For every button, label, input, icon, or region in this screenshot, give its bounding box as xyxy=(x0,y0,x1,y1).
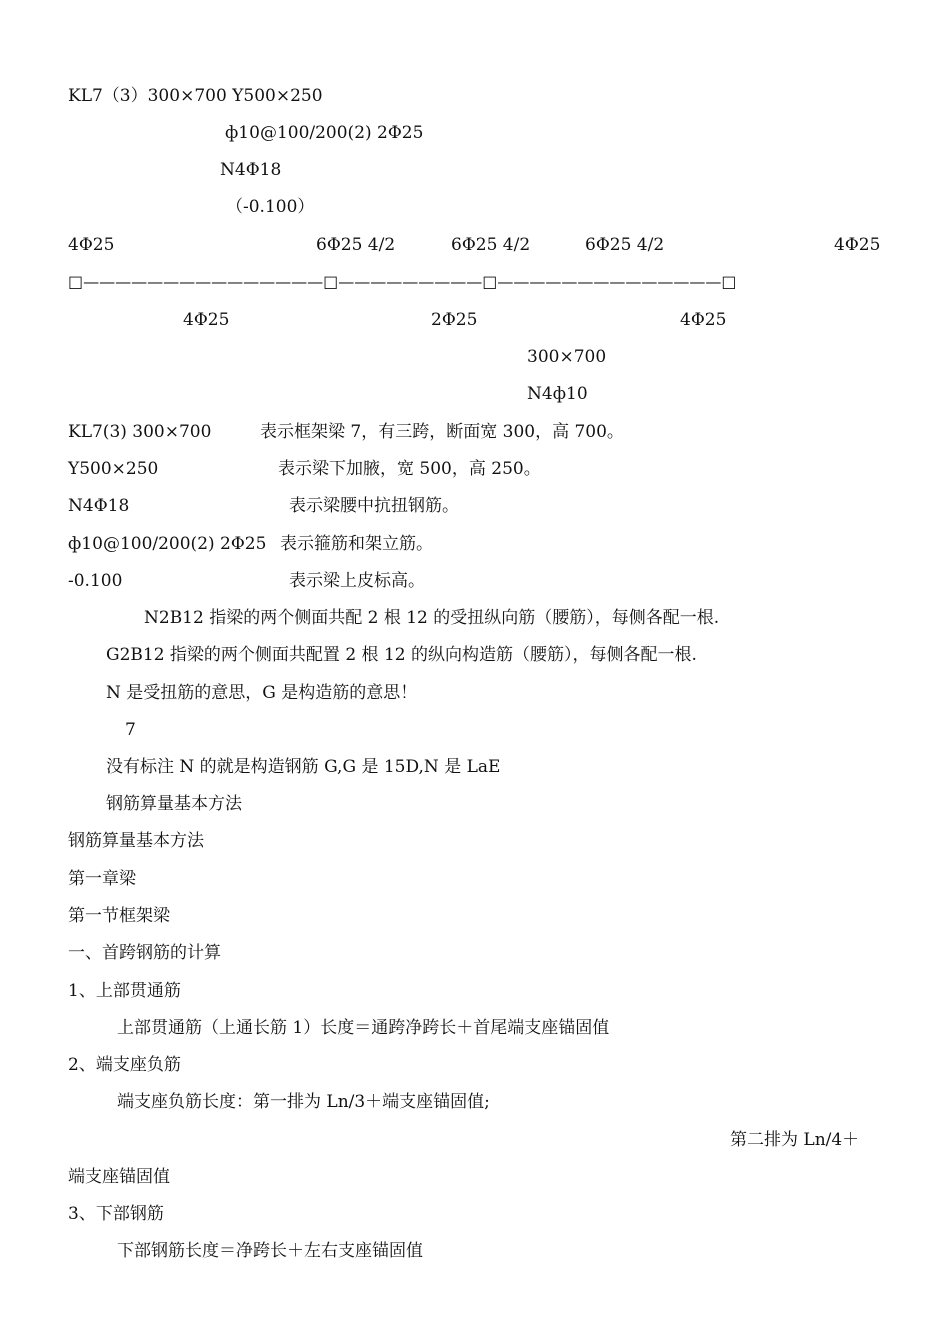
note-line: N 是受扭筋的意思，G 是构造筋的意思！ xyxy=(106,683,418,703)
item-text: 端支座负筋长度：第一排为 Ln/3＋端支座锚固值; xyxy=(117,1092,490,1112)
note-line: 钢筋算量基本方法 xyxy=(106,794,242,814)
item-heading: 1、上部贯通筋 xyxy=(68,981,181,1001)
top-bar-support-2: 6Φ25 4/2 xyxy=(451,235,531,255)
beam-header: KL7（3）300×700 Y500×250 xyxy=(68,86,323,106)
page-number: 7 xyxy=(125,720,136,740)
top-bar-right: 4Φ25 xyxy=(834,235,881,255)
item-text: 上部贯通筋（上通长筋 1）长度＝通跨净跨长＋首尾端支座锚固值 xyxy=(117,1018,610,1038)
legend-desc: 表示梁腰中抗扭钢筋。 xyxy=(289,496,459,516)
item-text: 端支座锚固值 xyxy=(68,1167,170,1187)
note-line: G2B12 指梁的两个侧面共配置 2 根 12 的纵向构造筋（腰筋），每侧各配一根. xyxy=(106,645,697,665)
doc-title: 钢筋算量基本方法 xyxy=(68,831,204,851)
note-line: N2B12 指梁的两个侧面共配 2 根 12 的受扭纵向筋（腰筋），每侧各配一根. xyxy=(144,608,720,628)
beam-line: □———————————————□—————————□——————————————□ xyxy=(68,272,737,291)
section-heading: 第一节框架梁 xyxy=(68,906,170,926)
legend-code: -0.100 xyxy=(68,571,123,591)
chapter-heading: 第一章梁 xyxy=(68,869,136,889)
legend-code: ф10@100/200(2) 2Φ25 xyxy=(68,534,267,554)
legend-desc: 表示梁上皮标高。 xyxy=(289,571,425,591)
top-bar-left: 4Φ25 xyxy=(68,235,115,255)
top-bar-support-1: 6Φ25 4/2 xyxy=(316,235,396,255)
legend-code: N4Φ18 xyxy=(68,496,130,516)
legend-desc: 表示梁下加腋，宽 500，高 250。 xyxy=(278,459,541,479)
bottom-bar-span-1: 4Φ25 xyxy=(183,310,230,330)
note-line: 没有标注 N 的就是构造钢筋 G,G 是 15D,N 是 LaE xyxy=(106,757,501,777)
bottom-bar-span-3: 4Φ25 xyxy=(680,310,727,330)
item-text: 下部钢筋长度＝净跨长＋左右支座锚固值 xyxy=(117,1241,423,1261)
legend-code: KL7(3) 300×700 xyxy=(68,422,212,442)
legend-desc: 表示箍筋和架立筋。 xyxy=(280,534,433,554)
item-heading: 3、下部钢筋 xyxy=(68,1204,164,1224)
part-heading: 一、首跨钢筋的计算 xyxy=(68,943,221,963)
section-bars: N4ф10 xyxy=(527,384,588,404)
legend-code: Y500×250 xyxy=(68,459,159,479)
top-bar-support-3: 6Φ25 4/2 xyxy=(585,235,665,255)
stirrup-label: ф10@100/200(2) 2Φ25 xyxy=(225,123,424,143)
elevation-label: （-0.100） xyxy=(226,197,315,217)
item-heading: 2、端支座负筋 xyxy=(68,1055,181,1075)
bottom-bar-span-2: 2Φ25 xyxy=(431,310,478,330)
item-text: 第二排为 Ln/4＋ xyxy=(730,1130,860,1150)
legend-desc: 表示框架梁 7，有三跨，断面宽 300，高 700。 xyxy=(260,422,624,442)
torsion-label: N4Φ18 xyxy=(220,160,282,180)
section-size: 300×700 xyxy=(527,347,607,367)
